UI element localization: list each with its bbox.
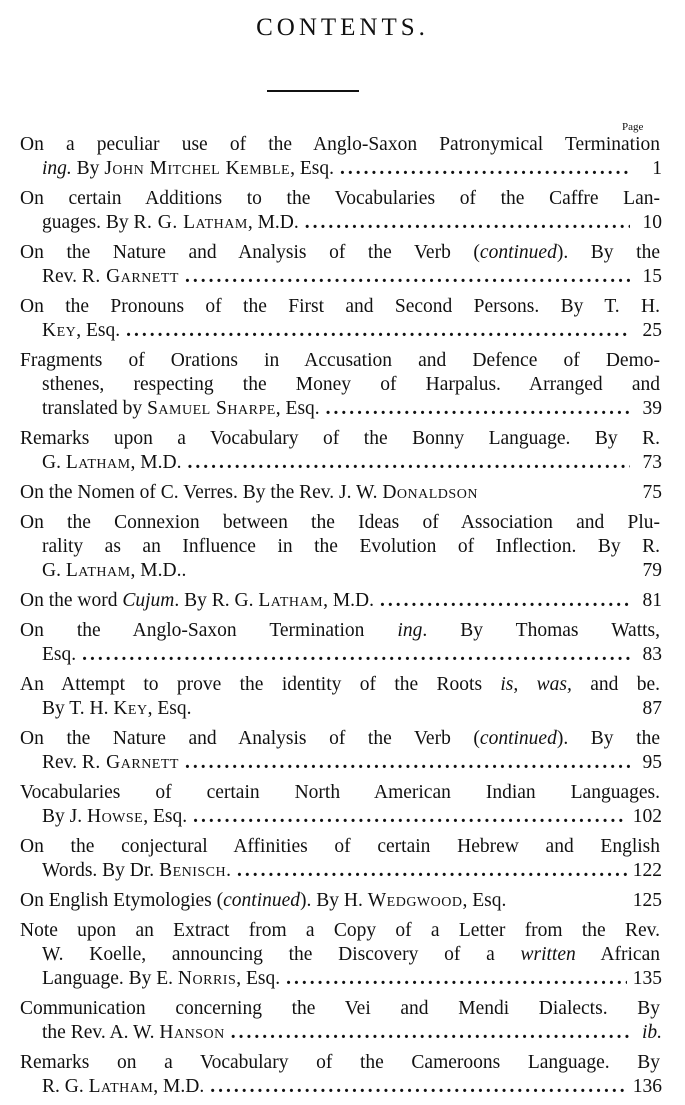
entry-author: John Mitchel Kemble: [104, 158, 291, 179]
page-number: 122: [632, 860, 662, 881]
page-number: ib.: [641, 1022, 662, 1043]
dot-leader: [237, 859, 627, 883]
entry-author: Hanson: [159, 1022, 225, 1043]
dot-leader: [286, 967, 627, 991]
page-number: 1: [652, 158, 662, 179]
entry-author: Norris: [177, 968, 237, 989]
entry-author: Key: [113, 698, 148, 719]
contents-entry[interactable]: Remarks on a Vocabulary of the Cameroons Language. By R. G. Latham, M.D. ..... 136: [20, 1051, 662, 1099]
dot-leader: [380, 589, 630, 613]
entry-author: R. Garnett: [81, 752, 179, 773]
contents-entry[interactable]: On certain Additions to the Vocabularies of the Caffre Lan- guages. By R. G. Latham, M.D. ..... 10: [20, 187, 662, 235]
dot-leader: [82, 643, 630, 667]
contents-entry[interactable]: Vocabularies of certain North American Indian Languages. By J. Howse, Esq. ..... 102: [20, 781, 662, 829]
page-number: 81: [642, 590, 662, 611]
page-number: 73: [642, 452, 662, 473]
page-number: 135: [632, 968, 662, 989]
dot-leader: [193, 805, 627, 829]
contents-entry[interactable]: Remarks upon a Vocabulary of the Bonny Language. By R. G. Latham, M.D. ..... 73: [20, 427, 662, 475]
contents-entry[interactable]: On the Nature and Analysis of the Verb (continued). By the Rev. R. Garnett ..... 95: [20, 727, 662, 775]
entry-author: R. G. Latham: [133, 212, 248, 233]
page-number: 87: [642, 698, 662, 719]
page-number: 83: [642, 644, 662, 665]
page-number: 79: [642, 560, 662, 581]
entry-author: Donaldson: [382, 482, 478, 503]
contents-entry[interactable]: Communication concerning the Vei and Mendi Dialects. By the Rev. A. W. Hanson ..... ib.: [20, 997, 662, 1045]
page-title: CONTENTS.: [256, 14, 429, 41]
page-number: 125: [632, 890, 662, 911]
dot-leader: [185, 265, 630, 289]
dot-leader: [231, 1021, 630, 1045]
contents-entry[interactable]: On English Etymologies (continued). By H. Wedgwood, Esq. 125: [20, 890, 662, 911]
entry-author: R. Garnett: [81, 266, 179, 287]
contents-entry[interactable]: On the Nature and Analysis of the Verb (continued). By the Rev. R. Garnett ..... 15: [20, 241, 662, 289]
page-number: 25: [642, 320, 662, 341]
entry-line: On certain Additions to the Vocabularies of the Caffre Lan-: [20, 188, 660, 209]
contents-entry[interactable]: On the word Cujum. By R. G. Latham, M.D. ..... 81: [20, 589, 662, 613]
contents-list: [20, 133, 662, 1105]
entry-line: Note upon an Extract from a Copy of a Letter from the Rev.: [20, 920, 660, 941]
entry-line: Vocabularies of certain North American Indian Languages.: [20, 782, 660, 803]
dot-leader: [340, 157, 630, 181]
entry-line: On the Pronouns of the First and Second Persons. By T. H.: [20, 296, 660, 317]
entry-author: Latham: [88, 1076, 154, 1097]
page-number: 39: [642, 398, 662, 419]
page-number: 15: [642, 266, 662, 287]
entry-line: sthenes, respecting the Money of Harpalus. Arranged and: [42, 374, 660, 395]
entry-author: Latham: [258, 590, 324, 611]
page-number: 10: [642, 212, 662, 233]
entry-line: Communication concerning the Vei and Mendi Dialects. By: [20, 998, 660, 1019]
title-rule: [267, 90, 359, 92]
entry-author: Wedgwood: [367, 890, 463, 911]
page-number: 136: [632, 1076, 662, 1097]
entry-author: Benisch: [159, 860, 227, 881]
entry-line: rality as an Influence in the Evolution of Inflection. By R.: [42, 536, 660, 557]
entry-author: Howse: [86, 806, 144, 827]
page-number: 75: [642, 482, 662, 503]
entry-line: On the conjectural Affinities of certain Hebrew and English: [20, 836, 660, 857]
entry-author: Key: [42, 320, 77, 341]
contents-entry[interactable]: On a peculiar use of the Anglo-Saxon Patronymical Termination ing. By John Mitchel Kemble, Esq. ..... 1: [20, 133, 662, 181]
entry-line: Remarks on a Vocabulary of the Cameroons Language. By: [20, 1052, 660, 1073]
entry-line: On the Nature and Analysis of the Verb (continued). By the: [20, 728, 660, 749]
dot-leader: [326, 397, 630, 421]
entry-line: On the Connexion between the Ideas of Association and Plu-: [20, 512, 660, 533]
entry-line: W. Koelle, announcing the Discovery of a written African: [42, 944, 660, 965]
entry-author: Latham: [65, 452, 131, 473]
contents-entry[interactable]: On the Pronouns of the First and Second Persons. By T. H. Key, Esq. ..... 25: [20, 295, 662, 343]
entry-line: On the Anglo-Saxon Termination ing. By Thomas Watts,: [20, 620, 660, 641]
entry-author: Samuel Sharpe: [147, 398, 276, 419]
entry-line: On the Nature and Analysis of the Verb (continued). By the: [20, 242, 660, 263]
contents-entry[interactable]: On the conjectural Affinities of certain Hebrew and English Words. By Dr. Benisch. ..... 122: [20, 835, 662, 883]
contents-entry[interactable]: On the Nomen of C. Verres. By the Rev. J. W. Donaldson 75: [20, 482, 662, 503]
dot-leader: [305, 211, 630, 235]
dot-leader: [210, 1075, 627, 1099]
page-number: 95: [642, 752, 662, 773]
page-column-label: Page: [622, 121, 644, 133]
contents-entry[interactable]: Fragments of Orations in Accusation and Defence of Demo- sthenes, respecting the Money of Harpalus. Arranged and translated by Samuel Sharpe, Esq. ..... 39: [20, 349, 662, 421]
contents-entry[interactable]: On the Anglo-Saxon Termination ing. By Thomas Watts, Esq. ..... 83: [20, 619, 662, 667]
contents-entry[interactable]: An Attempt to prove the identity of the Roots is, was, and be. By T. H. Key, Esq. 87: [20, 674, 662, 719]
entry-author: Latham: [65, 560, 131, 581]
dot-leader: [126, 319, 630, 343]
entry-line: Fragments of Orations in Accusation and Defence of Demo-: [20, 350, 660, 371]
entry-line: Remarks upon a Vocabulary of the Bonny Language. By R.: [20, 428, 660, 449]
entry-italic: ing.: [42, 158, 72, 179]
dot-leader: [187, 451, 630, 475]
dot-leader: [185, 751, 630, 775]
entry-line: On a peculiar use of the Anglo-Saxon Patronymical Termination: [20, 134, 660, 155]
entry-line: An Attempt to prove the identity of the Roots is, was, and be.: [20, 674, 661, 695]
page-number: 102: [632, 806, 662, 827]
contents-entry[interactable]: Note upon an Extract from a Copy of a Letter from the Rev. W. Koelle, announcing the Discovery of a written African Language. By E. Norris, Esq. ..... 135: [20, 919, 662, 991]
contents-entry[interactable]: On the Connexion between the Ideas of Association and Plu- rality as an Influence in the Evolution of Inflection. By R. G. Latham, M.D.. 79: [20, 512, 662, 581]
